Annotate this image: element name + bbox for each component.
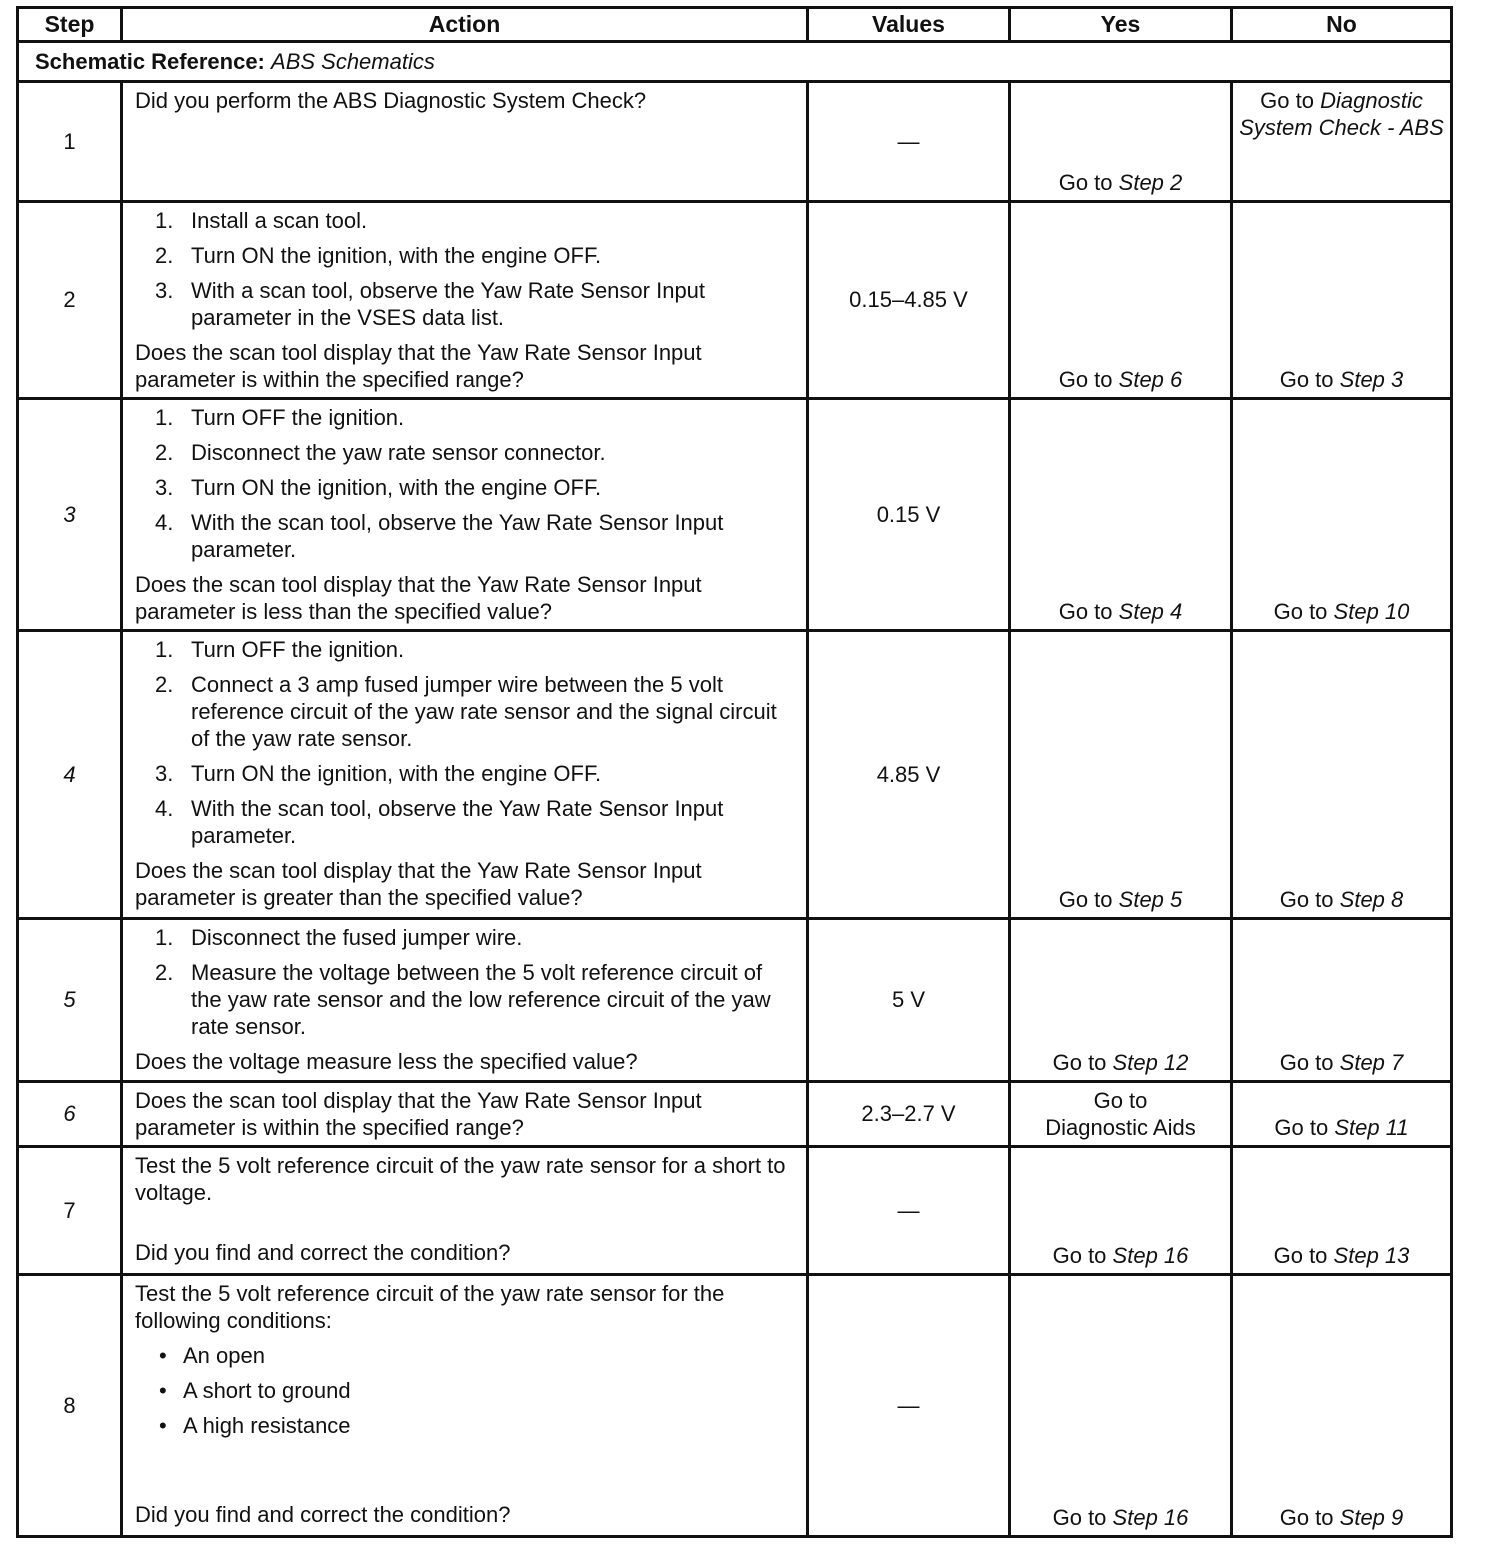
action-cell [122,399,808,631]
condition-item: • An open [159,1343,265,1368]
no-target[interactable]: Step 3 [1339,367,1404,392]
action-step: 3. With a scan tool, observe the Yaw Rate Sensor Input parameter in the VSES data list. [155,278,706,330]
no-cell[interactable] [1232,919,1452,1082]
no-prefix: Go to [1279,1505,1334,1530]
action-question: Does the scan tool display that the Yaw Rate Sensor Input parameter is within the specified range? [135,1088,702,1140]
no-cell[interactable] [1232,202,1452,399]
step-number: 3 [18,399,122,631]
action-cell [122,631,808,919]
step-number: 4 [18,631,122,919]
yes-prefix: Go to [1052,1050,1107,1075]
table-row [18,1275,1452,1537]
yes-prefix: Go to [1052,1243,1107,1268]
action-cell [122,202,808,399]
action-question: Does the scan tool display that the Yaw Rate Sensor Input parameter is less than the specified value? [135,572,702,624]
no-cell[interactable] [1232,1082,1452,1147]
yes-cell[interactable] [1010,919,1232,1082]
action-question: Does the voltage measure less the specified value? [135,1049,638,1074]
action-question: Did you find and correct the condition? [135,1240,511,1265]
table-row [18,82,1452,202]
yes-cell[interactable] [1010,631,1232,919]
yes-prefix: Go to [1058,599,1113,624]
yes-prefix: Go to [1058,367,1113,392]
action-step: 1. Turn OFF the ignition. [155,637,405,662]
action-steps [135,636,796,849]
action-step: 1. Disconnect the fused jumper wire. [155,925,523,950]
yes-cell[interactable] [1010,1275,1232,1537]
diagnostic-table [16,6,1453,1538]
header-no: No [1232,8,1452,42]
table-row [18,202,1452,399]
action-cell [122,919,808,1082]
header-action: Action [122,8,808,42]
step-number: 7 [18,1147,122,1275]
no-prefix: Go to [1274,1115,1329,1140]
no-cell[interactable] [1232,82,1452,202]
no-cell[interactable] [1232,1147,1452,1275]
yes-cell[interactable] [1010,202,1232,399]
action-question: Does the scan tool display that the Yaw Rate Sensor Input parameter is greater than the specified value? [135,858,702,910]
action-cell [122,1275,808,1537]
no-target[interactable]: Diagnostic System Check - ABS [1239,88,1444,140]
no-target[interactable]: Step 8 [1339,887,1404,912]
condition-item: • A high resistance [159,1413,351,1438]
step-number: 5 [18,919,122,1082]
table-row [18,631,1452,919]
value-cell: — [808,1147,1010,1275]
no-cell[interactable] [1232,399,1452,631]
step-number: 2 [18,202,122,399]
schematic-reference-link[interactable]: ABS Schematics [271,48,435,74]
yes-target[interactable]: Step 4 [1118,599,1183,624]
no-prefix: Go to [1273,599,1328,624]
action-step: 3. Turn ON the ignition, with the engine OFF. [155,475,602,500]
yes-target[interactable]: Step 16 [1112,1243,1189,1268]
action-step: 2. Connect a 3 amp fused jumper wire between the 5 volt reference circuit of the yaw rate sensor and the signal circuit of the yaw rate sensor. [155,672,777,751]
value-cell: 0.15–4.85 V [808,202,1010,399]
no-prefix: Go to [1279,887,1334,912]
action-step: 4. With the scan tool, observe the Yaw Rate Sensor Input parameter. [155,510,724,562]
value-cell: 2.3–2.7 V [808,1082,1010,1147]
schematic-reference-label: Schematic Reference: [35,48,265,74]
yes-target[interactable]: Diagnostic Aids [1045,1115,1196,1140]
value-cell: 0.15 V [808,399,1010,631]
action-step: 3. Turn ON the ignition, with the engine OFF. [155,761,602,786]
yes-target[interactable]: Step 16 [1112,1505,1189,1530]
value-cell: — [808,82,1010,202]
no-prefix: Go to [1260,88,1314,113]
action-cell [122,1147,808,1275]
yes-target[interactable]: Step 2 [1118,170,1183,195]
action-step: 2. Turn ON the ignition, with the engine OFF. [155,243,602,268]
value-cell: 4.85 V [808,631,1010,919]
yes-prefix: Go to [1058,887,1113,912]
step-number: 6 [18,1082,122,1147]
schematic-reference [18,42,1452,82]
action-step: 2. Disconnect the yaw rate sensor connector. [155,440,606,465]
action-step: 1. Turn OFF the ignition. [155,405,405,430]
action-intro: Test the 5 volt reference circuit of the yaw rate sensor for a short to voltage. [135,1153,786,1205]
table-row [18,1082,1452,1147]
action-question: Does the scan tool display that the Yaw Rate Sensor Input parameter is within the specified range? [135,340,702,392]
action-question: Did you perform the ABS Diagnostic System Check? [135,88,647,113]
step-number: 1 [18,82,122,202]
table-row [18,1147,1452,1275]
action-steps [135,207,796,331]
no-target[interactable]: Step 10 [1333,599,1410,624]
header-row [18,8,1452,42]
no-target[interactable]: Step 11 [1334,1115,1409,1140]
header-yes: Yes [1010,8,1232,42]
table-row [18,399,1452,631]
no-prefix: Go to [1279,367,1334,392]
yes-target[interactable]: Step 12 [1112,1050,1189,1075]
action-step: 1. Install a scan tool. [155,208,368,233]
action-question: Did you find and correct the condition? [135,1502,511,1527]
yes-target[interactable]: Step 5 [1118,887,1183,912]
action-cell [122,82,808,202]
action-steps [135,404,796,563]
yes-prefix: Go to [1052,1505,1107,1530]
action-intro: Test the 5 volt reference circuit of the yaw rate sensor for the following conditions: [135,1281,725,1333]
no-prefix: Go to [1279,1050,1334,1075]
no-cell[interactable] [1232,1275,1452,1537]
condition-list [135,1342,796,1439]
header-values: Values [808,8,1010,42]
yes-cell[interactable] [1010,1147,1232,1275]
header-step: Step [18,8,122,42]
step-number: 8 [18,1275,122,1537]
action-step: 4. With the scan tool, observe the Yaw Rate Sensor Input parameter. [155,796,724,848]
no-target[interactable]: Step 13 [1333,1243,1410,1268]
table-row [18,919,1452,1082]
yes-cell[interactable] [1010,82,1232,202]
action-step: 2. Measure the voltage between the 5 volt reference circuit of the yaw rate sensor and the low reference circuit of the yaw rate sensor. [155,960,771,1039]
value-cell: 5 V [808,919,1010,1082]
condition-item: • A short to ground [159,1378,351,1403]
no-prefix: Go to [1273,1243,1328,1268]
value-cell: — [808,1275,1010,1537]
yes-cell[interactable] [1010,1082,1232,1147]
yes-cell[interactable] [1010,399,1232,631]
no-target[interactable]: Step 9 [1339,1505,1404,1530]
no-target[interactable]: Step 7 [1339,1050,1404,1075]
schematic-reference-row [18,42,1452,82]
yes-prefix: Go to [1093,1088,1148,1113]
yes-target[interactable]: Step 6 [1118,367,1183,392]
yes-prefix: Go to [1058,170,1113,195]
action-cell [122,1082,808,1147]
no-cell[interactable] [1232,631,1452,919]
action-steps [135,924,796,1040]
